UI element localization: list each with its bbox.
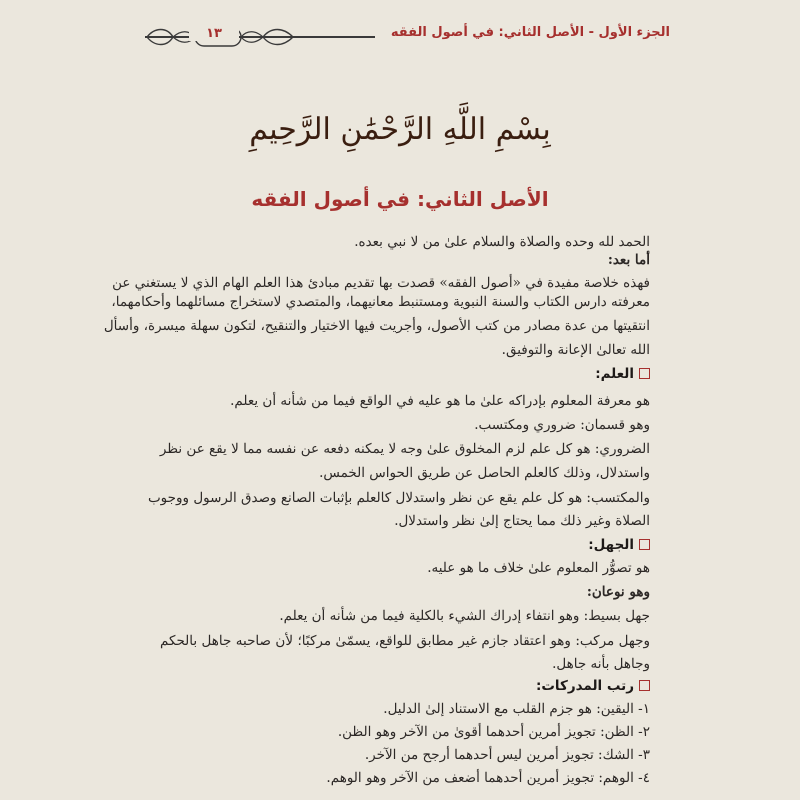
section-line: هو تصوُّر المعلوم علىٰ خلاف ما هو عليه. — [427, 560, 650, 576]
intro-line: الله تعالىٰ الإعانة والتوفيق. — [501, 342, 650, 358]
section-heading: العلم: — [595, 365, 650, 383]
section-line: جهل بسيط: وهو انتفاء إدراك الشيء بالكلية فيما من شأنه أن يعلم. — [279, 608, 650, 624]
intro-line: أما بعد: — [607, 252, 650, 268]
page-number: ١٣ — [189, 26, 239, 41]
section-line: وجاهل بأنه جاهل. — [552, 656, 650, 672]
section-line: ٤- الوهم: تجويز أمرين أحدهما أضعف من الآخر وهو الوهم. — [326, 770, 650, 786]
section-line: ٣- الشك: تجويز أمرين ليس أحدهما أرجح من الآخر. — [364, 747, 650, 763]
section-line: وهو نوعان: — [586, 584, 650, 600]
section-line: الصلاة وغير ذلك مما يحتاج إلىٰ نظر واستدلال. — [394, 513, 650, 529]
section-heading: الجهل: — [588, 536, 650, 554]
section-line: واستدلال، وذلك كالعلم الحاصل عن طريق الحواس الخمس. — [319, 465, 650, 481]
square-bullet-icon — [639, 368, 650, 379]
chapter-title: الأصل الثاني: في أصول الفقه — [251, 187, 549, 211]
section-heading: رتب المدركات: — [536, 677, 650, 695]
section-line: هو معرفة المعلوم بإدراكه علىٰ ما هو عليه في الواقع فيما من شأنه أن يعلم. — [230, 393, 650, 409]
intro-line: الحمد لله وحده والصلاة والسلام علىٰ من لا نبي بعده. — [354, 234, 650, 250]
intro-line: معرفته دارس الكتاب والسنة النبوية ومستنبط معانيهما، والمتصدي لاستخراج مسائلهما وأحكامهما، — [111, 294, 650, 310]
intro-line: فهذه خلاصة مفيدة في «أصول الفقه» قصدت بها تقديم مبادئ هذا العلم الهام الذي لا يستغني عن — [112, 275, 650, 291]
square-bullet-icon — [639, 539, 650, 550]
section-line: الضروري: هو كل علم لزم المخلوق علىٰ وجه لا يمكنه دفعه عن نفسه مما لا يقع عن نظر — [159, 441, 650, 457]
basmala: بِسْمِ اللَّهِ الرَّحْمَٰنِ الرَّحِيمِ — [249, 112, 551, 147]
square-bullet-icon — [639, 680, 650, 691]
section-line: والمكتسب: هو كل علم يقع عن نظر واستدلال كالعلم بإثبات الصانع وصدق الرسول ووجوب — [147, 490, 650, 506]
section-line: وهو قسمان: ضروري ومكتسب. — [474, 417, 650, 433]
section-line: ١- اليقين: هو جزم القلب مع الاستناد إلىٰ الدليل. — [383, 701, 650, 717]
section-line: وجهل مركب: وهو اعتقاد جازم غير مطابق للواقع، يسمّىٰ مركبًا؛ لأن صاحبه جاهل بالحكم — [160, 633, 650, 649]
section-line: ٢- الظن: تجويز أمرين أحدهما أقوىٰ من الآخر وهو الظن. — [337, 724, 650, 740]
header-title: الجزء الأول - الأصل الثاني: في أصول الفقه — [390, 25, 670, 40]
intro-line: انتقيتها من عدة مصادر من كتب الأصول، وأجريت فيها الاختيار والتنقيح، لتكون سهلة ميسرة، وأسأل — [103, 318, 650, 334]
